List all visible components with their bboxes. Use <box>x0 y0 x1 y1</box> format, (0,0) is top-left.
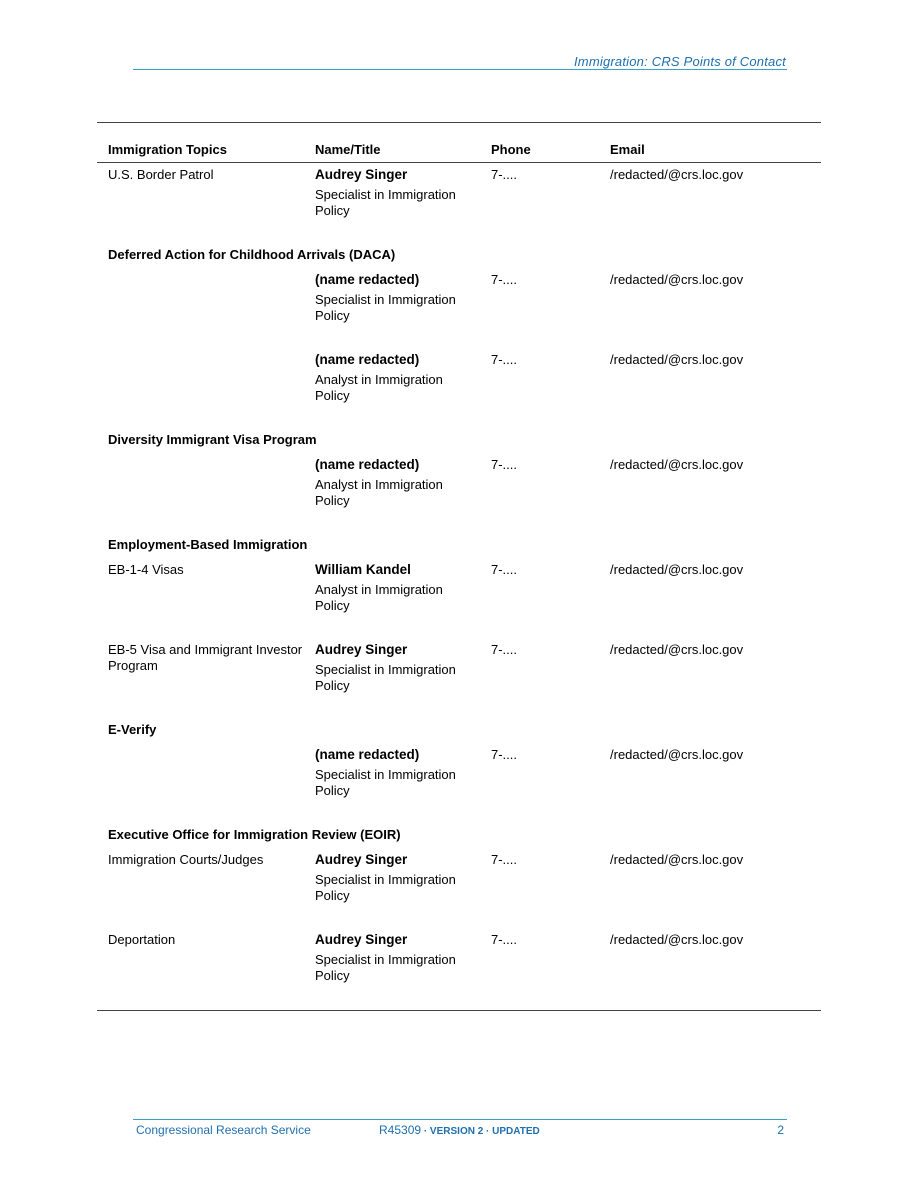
row-person <box>315 852 480 904</box>
row-topic: Immigration Courts/Judges <box>108 852 264 867</box>
contact-name: (name redacted) <box>315 272 420 287</box>
row-person <box>315 642 480 694</box>
footer-rule <box>133 1119 787 1120</box>
row-topic: EB-1-4 Visas <box>108 562 184 577</box>
row-person <box>315 272 480 324</box>
contact-phone: 7-.... <box>491 642 518 657</box>
footer-publisher: Congressional Research Service <box>136 1123 311 1137</box>
contact-name: (name redacted) <box>315 457 420 472</box>
contact-title: Analyst in Immigration Policy <box>315 372 443 403</box>
contact-title: Specialist in Immigration Policy <box>315 662 456 693</box>
contact-row <box>97 562 821 642</box>
contact-title: Analyst in Immigration Policy <box>315 477 443 508</box>
contact-phone: 7-.... <box>491 852 518 867</box>
section-heading: Deferred Action for Childhood Arrivals (DACA) <box>108 247 396 262</box>
contact-email[interactable]: /redacted/@crs.loc.gov <box>610 562 744 577</box>
row-person <box>315 167 480 219</box>
column-header-name-title: Name/Title <box>315 142 381 157</box>
section-heading: Employment-Based Immigration <box>108 537 308 552</box>
running-header-title: Immigration: CRS Points of Contact <box>574 54 786 69</box>
contact-email[interactable]: /redacted/@crs.loc.gov <box>610 932 744 947</box>
contact-name: Audrey Singer <box>315 932 408 947</box>
table-header-rule <box>97 162 821 163</box>
row-person <box>315 457 480 509</box>
contacts-table-body <box>97 167 821 1012</box>
table-bottom-rule <box>97 1010 821 1011</box>
contact-row <box>97 352 821 432</box>
contact-email[interactable]: /redacted/@crs.loc.gov <box>610 852 744 867</box>
contact-email[interactable]: /redacted/@crs.loc.gov <box>610 352 744 367</box>
contact-email[interactable]: /redacted/@crs.loc.gov <box>610 642 744 657</box>
section-heading: Diversity Immigrant Visa Program <box>108 432 317 447</box>
contact-name: Audrey Singer <box>315 167 408 182</box>
contact-phone: 7-.... <box>491 272 518 287</box>
column-header-phone: Phone <box>491 142 531 157</box>
contact-title: Specialist in Immigration Policy <box>315 872 456 903</box>
row-person <box>315 747 480 799</box>
contact-row <box>97 642 821 722</box>
contact-row <box>97 852 821 932</box>
contact-title: Analyst in Immigration Policy <box>315 582 443 613</box>
contact-email[interactable]: /redacted/@crs.loc.gov <box>610 457 744 472</box>
contact-row <box>97 167 821 247</box>
contact-row <box>97 272 821 352</box>
contact-phone: 7-.... <box>491 352 518 367</box>
contact-row <box>97 747 821 827</box>
contact-email[interactable]: /redacted/@crs.loc.gov <box>610 272 744 287</box>
contact-phone: 7-.... <box>491 932 518 947</box>
contact-name: (name redacted) <box>315 352 420 367</box>
contact-name: Audrey Singer <box>315 852 408 867</box>
table-top-rule <box>97 122 821 123</box>
contact-name: William Kandel <box>315 562 411 577</box>
column-header-email: Email <box>610 142 645 157</box>
contact-row <box>97 932 821 1012</box>
contact-email[interactable]: /redacted/@crs.loc.gov <box>610 747 744 762</box>
contact-phone: 7-.... <box>491 562 518 577</box>
table-header-row <box>97 142 821 162</box>
footer-page-number: 2 <box>777 1123 784 1137</box>
contact-email[interactable]: /redacted/@crs.loc.gov <box>610 167 744 182</box>
row-topic: Deportation <box>108 932 176 947</box>
row-topic: U.S. Border Patrol <box>108 167 214 182</box>
contact-title: Specialist in Immigration Policy <box>315 187 456 218</box>
section-heading: E-Verify <box>108 722 157 737</box>
row-person <box>315 932 480 984</box>
footer-report-id <box>379 1123 540 1137</box>
footer-version: · VERSION 2 · UPDATED <box>421 1126 540 1137</box>
contact-phone: 7-.... <box>491 747 518 762</box>
contact-phone: 7-.... <box>491 457 518 472</box>
row-person <box>315 352 480 404</box>
column-header-topics: Immigration Topics <box>108 142 227 157</box>
section-heading: Executive Office for Immigration Review (EOIR) <box>108 827 401 842</box>
row-person <box>315 562 480 614</box>
contact-name: Audrey Singer <box>315 642 408 657</box>
contact-phone: 7-.... <box>491 167 518 182</box>
footer-report-number: R45309 <box>379 1123 422 1137</box>
contact-name: (name redacted) <box>315 747 420 762</box>
contact-title: Specialist in Immigration Policy <box>315 767 456 798</box>
contact-title: Specialist in Immigration Policy <box>315 952 456 983</box>
contact-row <box>97 457 821 537</box>
header-rule <box>133 69 787 70</box>
row-topic: EB-5 Visa and Immigrant Investor Program <box>108 642 303 673</box>
contact-title: Specialist in Immigration Policy <box>315 292 456 323</box>
